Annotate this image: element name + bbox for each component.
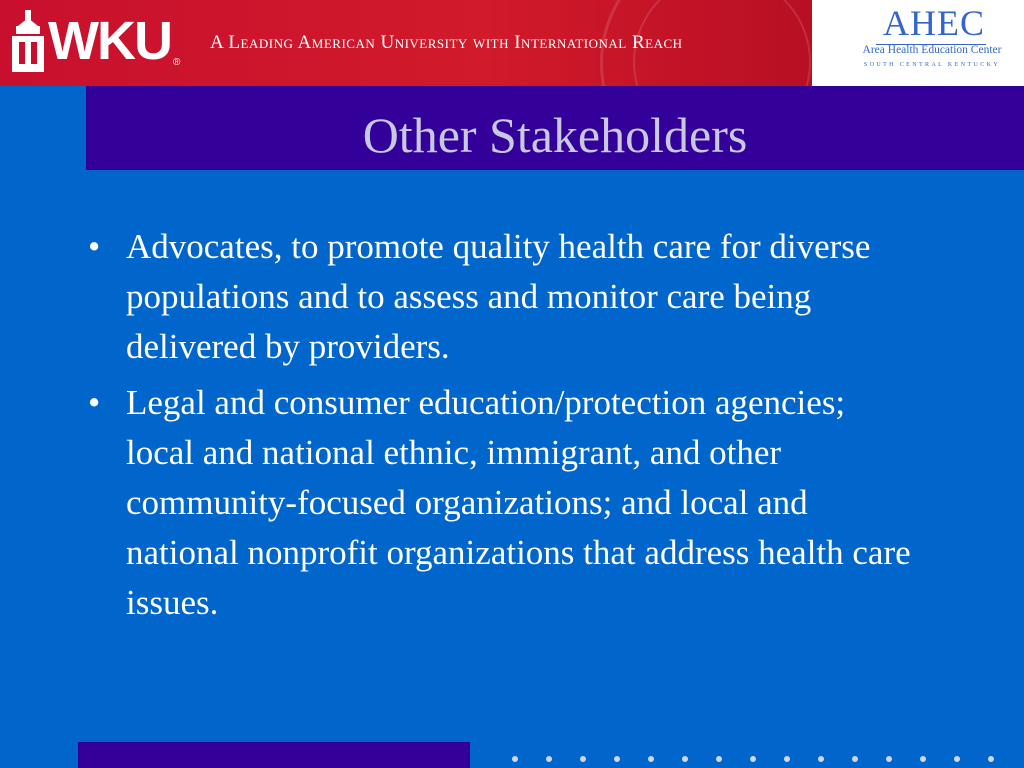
footer-dots [512,756,992,764]
footer-dot [920,756,926,762]
footer-dot [886,756,892,762]
bullet-symbol: • [88,383,101,422]
footer-dot [750,756,756,762]
title-band [86,86,1024,170]
footer-dot [988,756,994,762]
wku-logo-text: WKU [48,11,171,71]
ahec-subtitle: Area Health Education Center [862,44,1002,56]
ahec-region: SOUTH CENTRAL KENTUCKY [863,62,1001,68]
footer-dot [580,756,586,762]
cupola-icon [10,8,46,74]
footer-dot [852,756,858,762]
footer-dot [784,756,790,762]
bullet-item [86,222,916,372]
footer-dot [716,756,722,762]
ahec-title: AHEC [883,3,985,43]
wku-logo [10,8,180,74]
wku-banner [0,0,812,86]
footer-dot [648,756,654,762]
bullet-text: Legal and consumer education/protection agencies; local and national ethnic, immigrant, and other community-focused organizations; and local and national nonprofit organizations that address health care issues. [126,383,911,622]
bullet-symbol: • [88,227,101,266]
slide-title: Other Stakeholders [362,107,748,163]
registered-mark: ® [172,57,181,68]
bullet-item [86,378,916,628]
footer-bar [78,742,470,768]
footer-dot [512,756,518,762]
slide-content [86,222,916,634]
university-tagline: A Leading American University with International Reach [210,32,683,53]
ahec-logo [836,0,1024,86]
footer-dot [614,756,620,762]
footer-dot [682,756,688,762]
footer-dot [818,756,824,762]
footer-dot [954,756,960,762]
footer-dot [546,756,552,762]
bullet-text: Advocates, to promote quality health care for diverse populations and to assess and monitor care being delivered by providers. [126,227,871,366]
header-bar [0,0,1024,86]
